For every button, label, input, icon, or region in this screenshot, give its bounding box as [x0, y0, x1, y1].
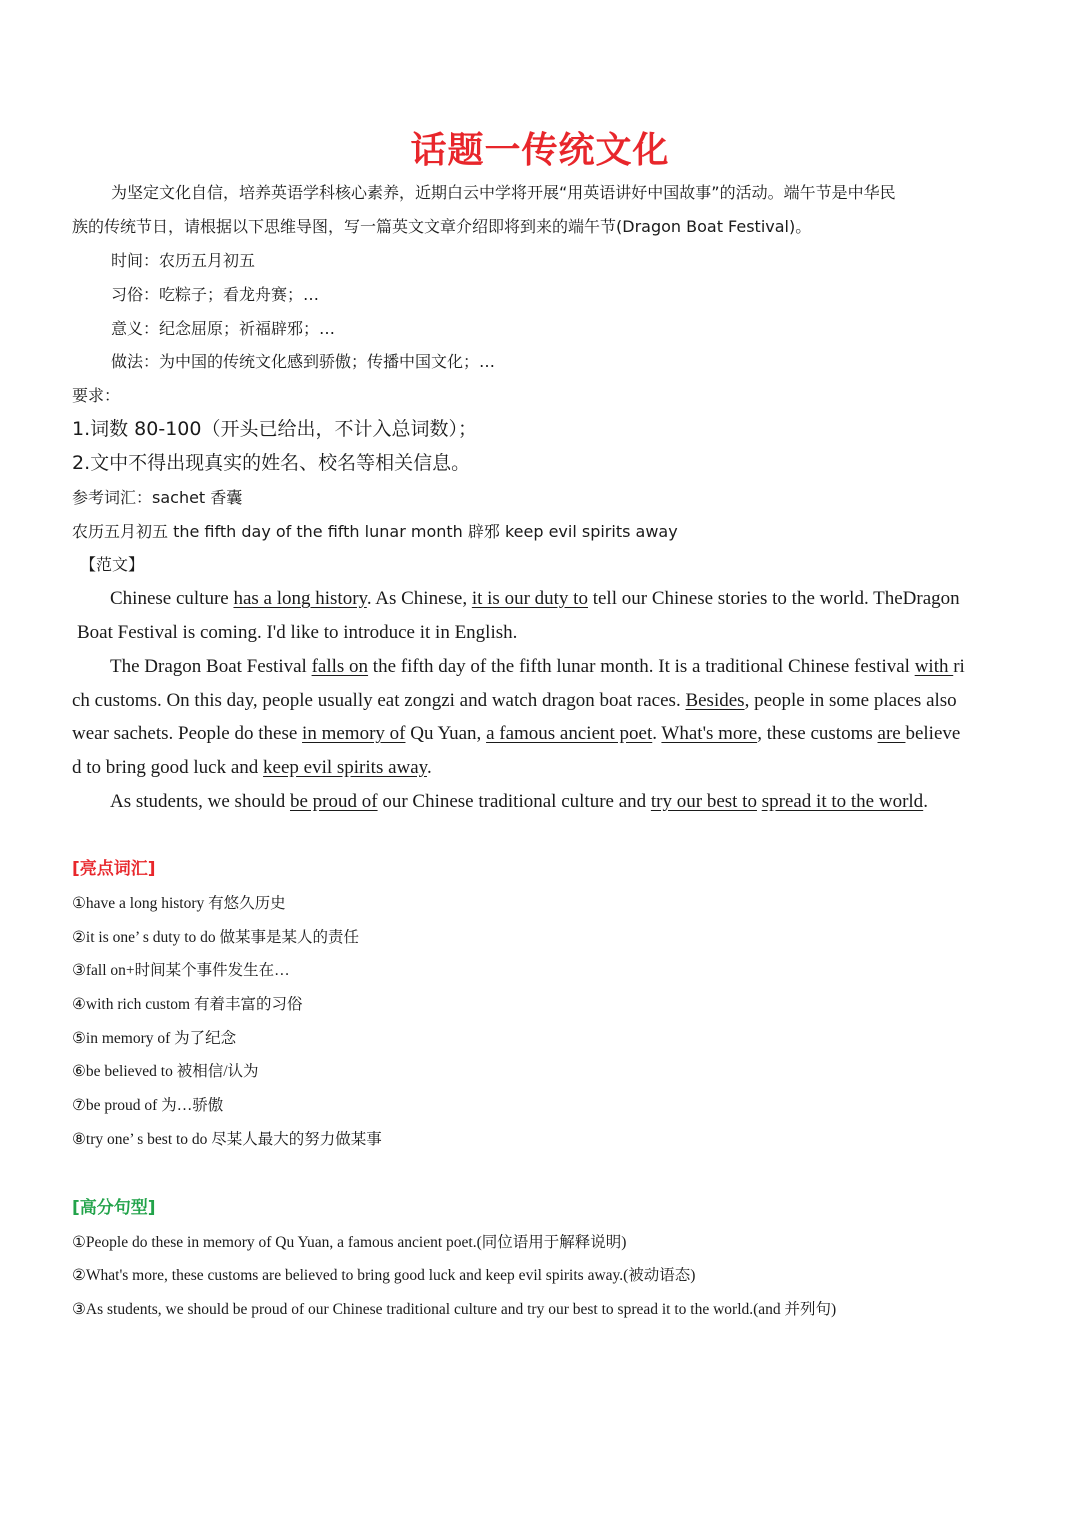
essay-line-7: As students, we should be proud of our Chinese traditional culture and try our best to spread it to the world.	[110, 791, 928, 812]
essay-line-4: ch customs. On this day, people usually eat zongzi and watch dragon boat races. Besides, people in some places also	[72, 690, 957, 711]
underlined-phrase: are	[877, 723, 906, 744]
sentence-item: ②What's more, these customs are believed to bring good luck and keep evil spirits away.(被动语态)	[72, 1267, 696, 1284]
underlined-phrase: falls on	[311, 656, 369, 677]
highlight-item: ②it is one’ s duty to do 做某事是某人的责任	[72, 929, 360, 946]
highlight-item: ①have a long history 有悠久历史	[72, 895, 286, 912]
underlined-phrase: has a long history	[233, 588, 367, 609]
underlined-phrase: try our best to	[650, 791, 757, 812]
highlight-item: ⑧try one’ s best to do 尽某人最大的努力做某事	[72, 1131, 382, 1148]
task-paragraph-line-1: 为坚定文化自信，培养英语学科核心素养，近期白云中学将开展“用英语讲好中国故事”的活动。端午节是中华民	[111, 183, 896, 202]
essay-line-1: Chinese culture has a long history. As Chinese, it is our duty to tell our Chinese stories to the world. TheDragon	[110, 588, 960, 609]
task-actions: 做法：为中国的传统文化感到骄傲；传播中国文化；…	[111, 352, 496, 371]
sentence-item: ①People do these in memory of Qu Yuan, a famous ancient poet.(同位语用于解释说明)	[72, 1234, 627, 1251]
underlined-phrase: with	[914, 656, 954, 677]
essay-line-2: Boat Festival is coming. I'd like to introduce it in English.	[77, 622, 518, 643]
highlight-item: ④with rich custom 有着丰富的习俗	[72, 996, 303, 1013]
page-title: 话题一传统文化	[410, 130, 670, 171]
underlined-phrase: it is our duty to	[471, 588, 588, 609]
underlined-phrase: be proud of	[289, 791, 378, 812]
sentences-heading: [高分句型]	[72, 1198, 156, 1218]
vocab-label: 参考词汇：sachet 香囊	[72, 488, 243, 507]
requirement-2: 2.文中不得出现真实的姓名、校名等相关信息。	[72, 452, 471, 474]
highlight-item: ⑤in memory of 为了纪念	[72, 1030, 237, 1047]
underlined-phrase: What's more	[661, 723, 758, 744]
requirement-1: 1.词数 80-100（开头已给出，不计入总词数）；	[72, 418, 477, 440]
highlight-item: ⑦be proud of 为…骄傲	[72, 1097, 224, 1114]
requirements-label: 要求：	[72, 386, 121, 405]
underlined-phrase: spread it to the world	[761, 791, 924, 812]
task-customs: 习俗：吃粽子；看龙舟赛；…	[111, 285, 320, 304]
highlights-heading: [亮点词汇]	[72, 859, 156, 879]
underlined-phrase: in memory of	[302, 723, 406, 744]
underlined-phrase: Besides	[685, 690, 745, 711]
highlight-item: ③fall on+时间某个事件发生在…	[72, 962, 290, 979]
vocab-line: 农历五月初五 the fifth day of the fifth lunar month 辟邪 keep evil spirits away	[72, 522, 678, 541]
task-meaning: 意义：纪念屈原；祈福辟邪；…	[111, 319, 336, 338]
essay-line-3: The Dragon Boat Festival falls on the fifth day of the fifth lunar month. It is a traditional Chinese festival with ri	[110, 656, 965, 677]
underlined-phrase: keep evil spirits away	[263, 757, 427, 778]
underlined-phrase: a famous ancient poet	[486, 723, 653, 744]
sentence-item: ③As students, we should be proud of our Chinese traditional culture and try our best to spread it to the world.(and 并列句)	[72, 1301, 837, 1318]
essay-line-6: d to bring good luck and keep evil spirits away.	[72, 757, 432, 778]
essay-label: 【范文】	[80, 555, 145, 574]
essay-line-5: wear sachets. People do these in memory of Qu Yuan, a famous ancient poet. What's more, these customs are believe	[72, 723, 961, 744]
highlight-item: ⑥be believed to 被相信/认为	[72, 1063, 259, 1080]
task-time: 时间：农历五月初五	[111, 251, 256, 270]
task-paragraph-line-2: 族的传统节日，请根据以下思维导图，写一篇英文文章介绍即将到来的端午节(Dragon Boat Festival)。	[72, 217, 812, 236]
